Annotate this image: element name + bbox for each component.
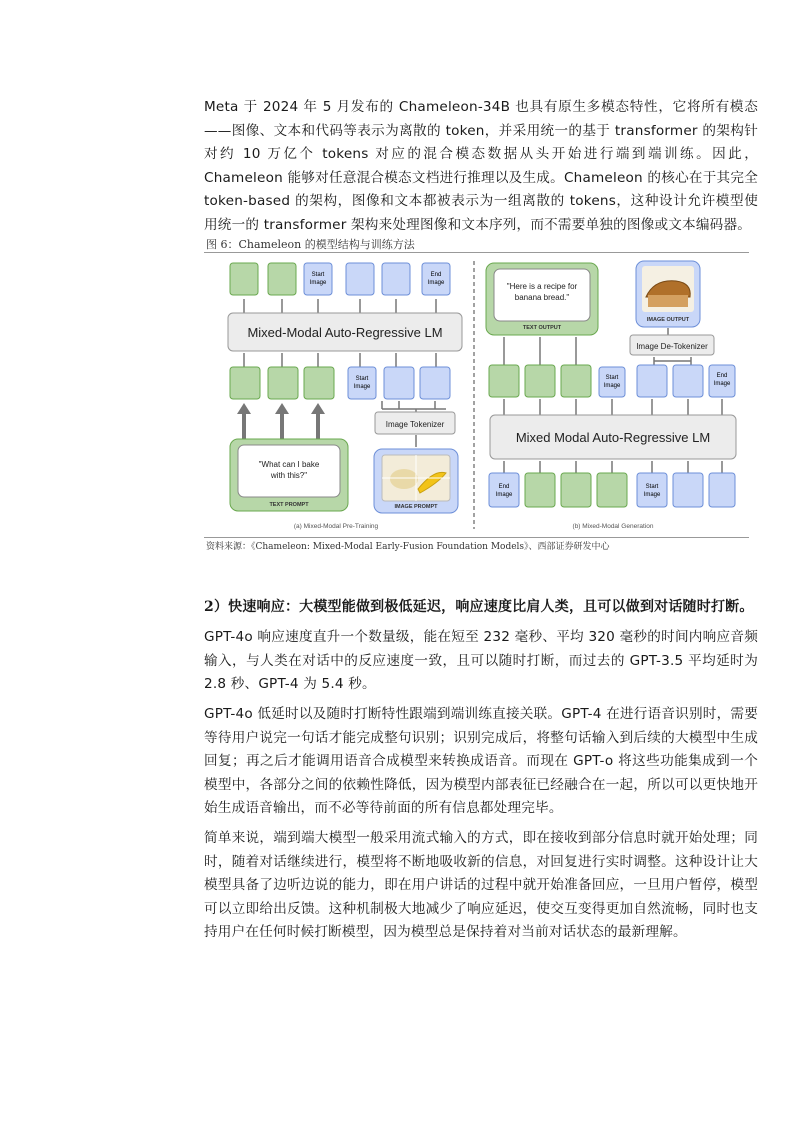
section-heading: 2）快速响应：大模型能做到极低延迟，响应速度比肩人类，且可以做到对话随时打断。 (204, 599, 754, 615)
subcaption-b: (b) Mixed-Modal Generation (572, 523, 654, 530)
bowl-shape (390, 469, 418, 489)
text-prompt-label: TEXT PROMPT (269, 502, 309, 508)
token-green (489, 365, 519, 397)
token-green (525, 473, 555, 507)
token-start-image (599, 367, 625, 397)
start-image-line1: Start (355, 376, 369, 382)
figure-source: 资料来源：《Chameleon: Mixed-Modal Early-Fusion Foundation Models》、西部证券研发中心 (206, 542, 610, 552)
text-output-label: TEXT OUTPUT (522, 325, 562, 331)
end-image-line2: Image (495, 492, 513, 498)
end-image-line1: End (498, 484, 510, 490)
lm-right-output-arrows (504, 399, 722, 415)
paragraph-latency: GPT-4o 响应速度直升一个数量级，能在短至 232 毫秒、平均 320 毫秒的时间内响应音频输入，与人类在对话中的反应速度一致，且可以随时打断，而过去的 GPT-3.5 平均延时为 2.8 秒、GPT-4 为 5.4 秒。 (204, 629, 758, 692)
start-image-line2: Image (309, 280, 327, 286)
token-blue (420, 367, 450, 399)
token-green (561, 473, 591, 507)
token-end-image (422, 263, 450, 295)
token-green (230, 367, 260, 399)
image-tokenizer-label: Image Tokenizer (385, 420, 445, 429)
start-image-line1: Start (605, 375, 619, 381)
token-blue (384, 367, 414, 399)
token-green (304, 367, 334, 399)
token-blue (637, 365, 667, 397)
image-prompt-label: IMAGE PROMPT (394, 504, 438, 510)
end-image-line2: Image (713, 381, 731, 387)
start-image-line2: Image (643, 492, 661, 498)
token-green (561, 365, 591, 397)
chameleon-architecture-diagram (206, 257, 748, 535)
token-green (268, 367, 298, 399)
token-start-image (348, 367, 376, 399)
start-image-line2: Image (603, 383, 621, 389)
paragraph-streaming: 简单来说，端到端大模型一般采用流式输入的方式，即在接收到部分信息时就开始处理；同时，随着对话继续进行，模型将不断地吸收新的信息，对回复进行实时调整。这种设计让大模型具备了边听边说的能力，即在用户讲话的过程中就开始准备回应，一旦用户暂停，模型可以立即给出反馈。这种机制极大地减少了响应延迟，使交互变得更加自然流畅，同时也支持用户在任何时候打断模型，因为模型总是保持着对当前对话状态的最新理解。 (204, 830, 758, 940)
prompt-line1: "What can I bake (258, 460, 320, 469)
token-blue (673, 473, 703, 507)
end-image-line1: End (430, 272, 442, 278)
figure-bottom-rule (204, 537, 749, 538)
token-green (525, 365, 555, 397)
bread-slices-shape (648, 295, 688, 307)
paragraph-end-to-end: GPT-4o 低延时以及随时打断特性跟端到端训练直接关联。GPT-4 在进行语音识别时，需要等待用户说完一句话才能完成整句识别；识别完成后，将整句话输入到后续的大模型中生成回复；再之后才能调用语音合成模型来转换成语音。而现在 GPT-o 将这些功能集成到一个模型中，各部分之间的依赖性降低，因为模型内部表征已经融合在一起，所以可以更快地开始生成语音输出，而不必等待前面的所有信息都处理完毕。 (204, 706, 758, 816)
lm-label-left: Mixed-Modal Auto-Regressive LM (247, 325, 443, 340)
intro-paragraph: Meta 于 2024 年 5 月发布的 Chameleon-34B 也具有原生多模态特性，它将所有模态——图像、文本和代码等表示为离散的 token，并采用统一的基于 transformer 的架构针对约 10 万亿个 tokens 对应的混合模态数据从头开始进行端到端训练。因此，Chameleon 能够对任意混合模态文档进行推理以及生成。Chameleon 的核心在于其完全 token-based 的架构，图像和文本都被表示为一组离散的 tokens，这种设计允许模型使用统一的 transformer 架构来处理图像和文本序列，而不需要单独的图像或文本编码器。 (204, 99, 758, 233)
token-start-image (304, 263, 332, 295)
figure-top-rule (204, 252, 749, 253)
lm-label-right: Mixed Modal Auto-Regressive LM (515, 430, 711, 445)
token-start-image (637, 473, 667, 507)
token-blue (709, 473, 735, 507)
text-output-arrows (504, 337, 576, 365)
token-blue (673, 365, 703, 397)
end-image-line2: Image (427, 280, 445, 286)
text-prompt-arrows (237, 403, 325, 440)
start-image-line2: Image (353, 384, 371, 390)
start-image-line1: Start (311, 272, 325, 278)
detokenizer-input-arrows (654, 357, 691, 365)
token-blue (346, 263, 374, 295)
token-green (597, 473, 627, 507)
output-line2: banana bread." (514, 293, 570, 302)
end-image-line1: End (716, 373, 728, 379)
figure-caption: 图 6：Chameleon 的模型结构与训练方法 (206, 238, 415, 251)
token-green (230, 263, 258, 295)
token-green (268, 263, 296, 295)
lm-right-input-arrows (504, 461, 722, 473)
subcaption-a: (a) Mixed-Modal Pre-Training (293, 523, 379, 530)
image-detokenizer-label: Image De-Tokenizer (636, 342, 708, 351)
output-line1: "Here is a recipe for (506, 282, 578, 291)
image-output-label: IMAGE OUTPUT (646, 317, 690, 323)
lm-output-arrows (244, 299, 436, 313)
token-end-image (489, 473, 519, 507)
prompt-line2: with this?" (270, 471, 308, 480)
token-blue (382, 263, 410, 295)
lm-input-arrows (244, 353, 436, 367)
start-image-line1: Start (645, 484, 659, 490)
